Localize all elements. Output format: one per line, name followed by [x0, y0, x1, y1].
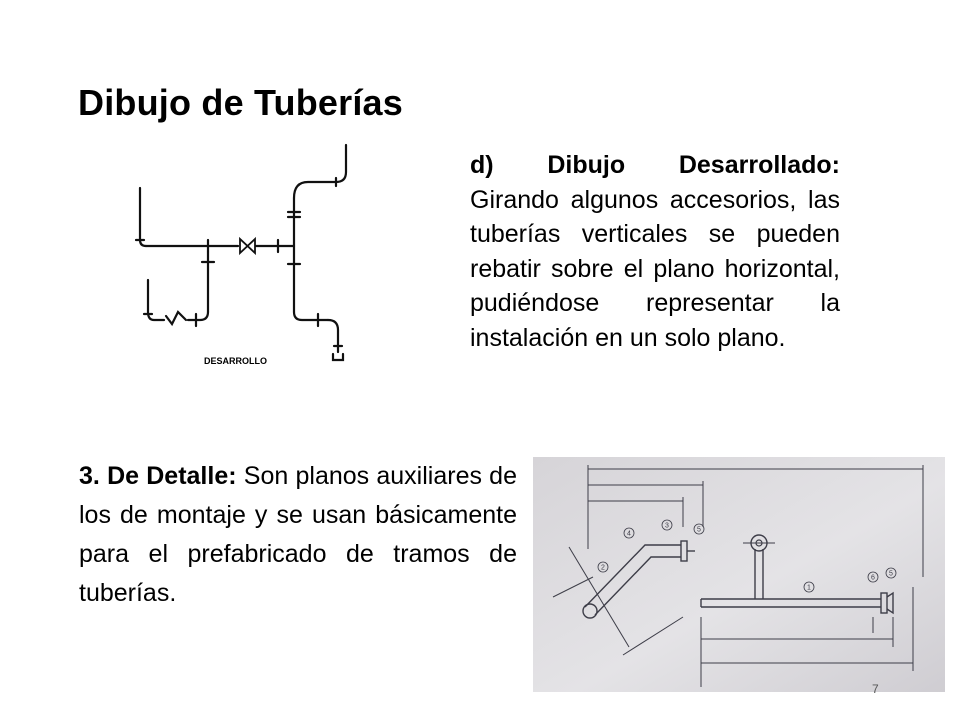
detail-label-1: 1 [807, 584, 811, 592]
detail-spool-drawing [533, 457, 945, 692]
developed-figure-caption: DESARROLLO [204, 356, 267, 366]
detail-label-5a: 5 [697, 526, 701, 534]
detail-label-3: 3 [665, 522, 669, 530]
detail-drawing-lead: 3. De Detalle: [79, 462, 237, 490]
detail-drawing-paragraph [79, 457, 517, 613]
detail-label-2: 2 [601, 564, 605, 572]
developed-piping-drawing [128, 140, 360, 375]
slide-number: 7 [872, 682, 879, 696]
detail-label-5b: 5 [889, 570, 893, 578]
detail-label-6: 6 [871, 574, 875, 582]
detail-drawing-body: Son planos auxiliares de los de montaje y se usan básicamente para el prefabricado de tramos de tuberías. [79, 462, 517, 607]
developed-drawing-paragraph [470, 148, 840, 355]
developed-drawing-body: Girando algunos accesorios, las tuberías verticales se pueden rebatir sobre el plano horizontal, pudiéndose representar la instalación en un solo plano. [470, 185, 840, 352]
slide-title: Dibujo de Tuberías [78, 82, 403, 123]
detail-label-4: 4 [627, 530, 631, 538]
developed-drawing-lead: d) Dibujo Desarrollado: [470, 151, 840, 179]
